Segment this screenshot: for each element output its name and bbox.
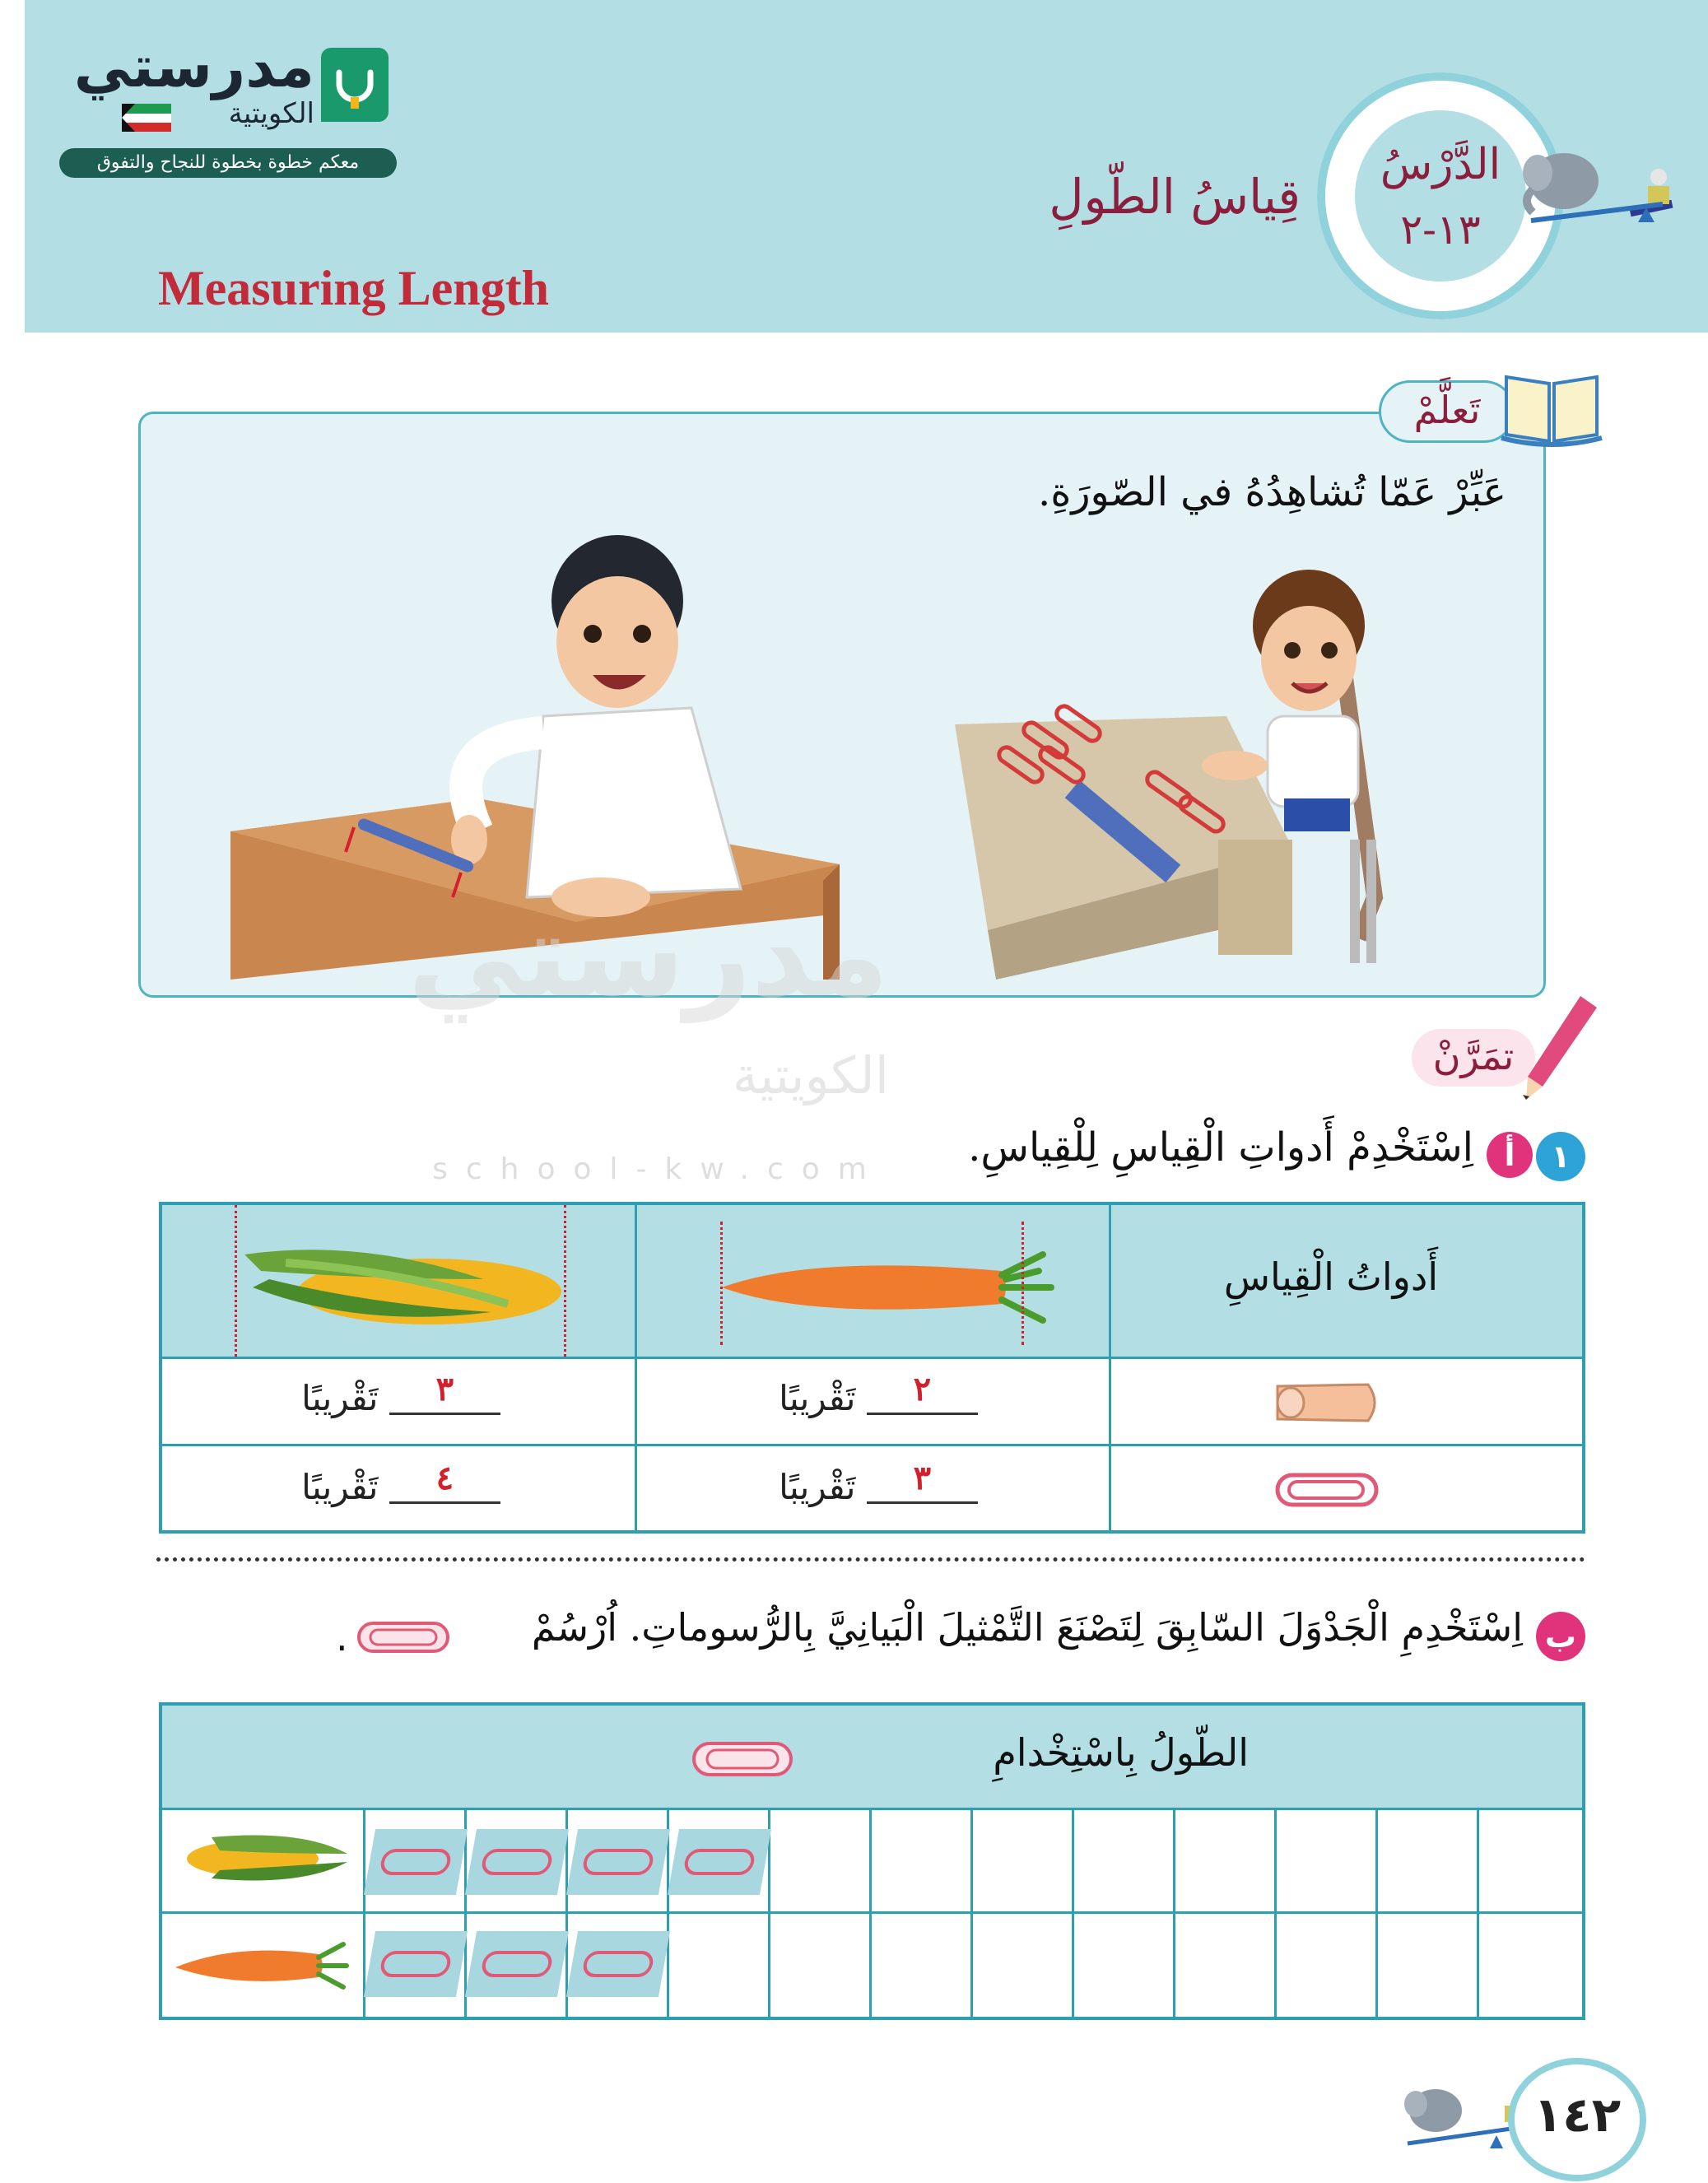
graph-clip-carrot-2 [465, 1931, 569, 1997]
carrot-finger-value: ٢ [913, 1369, 932, 1408]
part-a-badge: أ [1487, 1132, 1533, 1178]
carrot-clip-answer [664, 1458, 1092, 1507]
graph-corn-image [179, 1821, 351, 1897]
lesson-label: الدَّرْسُ [1380, 140, 1501, 189]
approx-word: تَقْريبًا [301, 1378, 379, 1418]
measure-table [159, 1202, 1585, 1534]
graph-clip-corn-4 [668, 1829, 771, 1895]
lesson-title-en: Measuring Length [158, 261, 550, 315]
pencil-icon [1515, 988, 1605, 1103]
graph-clip-carrot-1 [364, 1931, 468, 1997]
corn-clip-value: ٤ [435, 1458, 454, 1497]
question-number-badge: ١ [1536, 1132, 1585, 1181]
graph-clip-corn-2 [465, 1829, 569, 1895]
tools-header: أَدواتُ الْقِياسِ [1223, 1254, 1439, 1299]
watermark-subtitle: الكويتية [732, 1045, 889, 1105]
page-number: ١٤٢ [1533, 2087, 1622, 2143]
corn-finger-value: ٣ [435, 1369, 454, 1408]
part-b-badge: ب [1536, 1612, 1585, 1661]
lesson-title-ar: قِياسُ الطّولِ [1049, 169, 1301, 225]
graph-clip-carrot-3 [566, 1931, 670, 1997]
picture-graph [159, 1702, 1585, 2020]
part-b-instruction: اِسْتَخْدِمِ الْجَدْوَلَ السّابِقَ لِتَصْنَعَ التَّمْثيلَ الْبَيانِيَّ بِالرُّسوماتِ. اُرْسُمْ [531, 1605, 1523, 1650]
approx-word: تَقْريبًا [779, 1378, 856, 1418]
logo-icon [321, 48, 389, 122]
carrot-finger-answer [664, 1369, 1092, 1418]
graph-title-clip-icon [689, 1738, 796, 1780]
lesson-number: ١٣-٢ [1400, 206, 1481, 254]
learn-instruction: عَبِّرْ عَمّا تُشاهِدُهُ في الصّورَةِ. [1037, 469, 1506, 515]
graph-clip-corn-1 [364, 1829, 468, 1895]
practice-tag: تمَرَّنْ [1412, 1029, 1535, 1087]
learn-tag: تَعلَّمْ [1379, 380, 1515, 443]
period-mark: . [336, 1615, 348, 1659]
watermark-title: مدرستي [407, 889, 889, 1023]
logo [58, 33, 403, 181]
watermark-url: school-kw.com [432, 1152, 885, 1186]
finger-tool-icon [1269, 1378, 1385, 1427]
paper-clip-draw-icon [354, 1618, 453, 1656]
section-divider [156, 1557, 1585, 1562]
elephant-mascot-icon [1515, 132, 1679, 239]
carrot-image [714, 1238, 1059, 1329]
corn-finger-answer [187, 1369, 615, 1418]
graph-clip-corn-3 [566, 1829, 670, 1895]
carrot-clip-value: ٣ [913, 1458, 932, 1497]
logo-title: مدرستي [73, 33, 314, 100]
corn-image [236, 1222, 574, 1353]
graph-carrot-image [170, 1929, 351, 1999]
kuwait-flag [122, 104, 171, 132]
corn-clip-answer [187, 1458, 615, 1507]
open-book-icon [1498, 369, 1605, 451]
approx-word: تَقْريبًا [779, 1467, 856, 1507]
illustration-boy-with-paperclips [947, 568, 1440, 980]
approx-word: تَقْريبًا [301, 1467, 379, 1507]
lesson-badge [1350, 105, 1531, 286]
logo-tagline: معكم خطوة بخطوة للنجاح والتفوق [59, 148, 397, 178]
paper-clip-tool-icon [1269, 1467, 1385, 1513]
graph-title: الطّولُ بِاسْتِخْدامِ [993, 1730, 1249, 1775]
part-a-instruction: اِسْتَخْدِمْ أَدواتِ الْقِياسِ لِلْقِياسِ. [968, 1124, 1473, 1171]
logo-subtitle: الكويتية [228, 97, 314, 130]
